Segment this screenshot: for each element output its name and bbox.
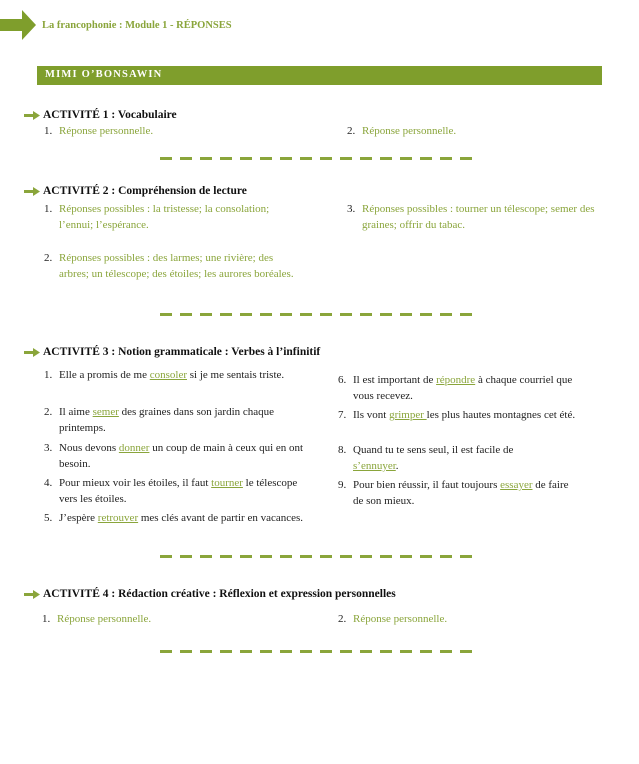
- arrow-bullet-icon: [24, 111, 40, 120]
- list-item: 5. J’espère retrouver mes clés avant de partir en vacances.: [44, 512, 304, 524]
- list-item: 9. Pour bien réussir, il faut toujours essayer de faire de son mieux.: [338, 479, 569, 507]
- section-divider: [160, 555, 480, 558]
- list-item: 1. Réponses possibles : la tristesse; la consolation; l’ennui; l’espérance.: [44, 203, 270, 231]
- header-arrow-icon: [0, 10, 36, 40]
- list-item: 1. Elle a promis de me consoler si je me sentais triste.: [44, 369, 285, 381]
- list-item: 4. Pour mieux voir les étoiles, il faut tourner le télescope vers les étoiles.: [44, 477, 298, 505]
- list-item: 2. Réponses possibles : des larmes; une rivière; des arbres; un télescope; des étoiles; les aurores boréales.: [44, 252, 294, 280]
- banner-label: MIMI O’BONSAWIN: [45, 69, 163, 80]
- list-item: 3. Nous devons donner un coup de main à ceux qui en ont besoin.: [44, 442, 304, 470]
- section-divider: [160, 313, 480, 316]
- section-divider: [160, 650, 480, 653]
- arrow-bullet-icon: [24, 348, 40, 357]
- list-item: 1. Réponse personnelle.: [44, 125, 154, 137]
- activity-3-title: ACTIVITÉ 3 : Notion grammaticale : Verbes à l’infinitif: [24, 346, 320, 358]
- list-item: 8. Quand tu te sens seul, il est facile de s’ennuyer.: [338, 444, 514, 472]
- activity-4-title: ACTIVITÉ 4 : Rédaction créative : Réflexion et expression personnelles: [24, 588, 396, 600]
- list-item: 2. Réponse personnelle.: [338, 613, 448, 625]
- list-item: 3. Réponses possibles : tourner un télescope; semer des graines; offrir du tabac.: [347, 203, 595, 231]
- activity-1-title: ACTIVITÉ 1 : Vocabulaire: [24, 109, 177, 121]
- list-item: 7. Ils vont grimper les plus hautes montagnes cet été.: [338, 409, 576, 421]
- list-item: 2. Il aime semer des graines dans son jardin chaque printemps.: [44, 406, 275, 434]
- list-item: 1. Réponse personnelle.: [42, 613, 152, 625]
- page-title: La francophonie : Module 1 - RÉPONSES: [42, 20, 232, 31]
- arrow-bullet-icon: [24, 590, 40, 599]
- section-divider: [160, 157, 480, 160]
- arrow-bullet-icon: [24, 187, 40, 196]
- list-item: 2. Réponse personnelle.: [347, 125, 457, 137]
- list-item: 6. Il est important de répondre à chaque courriel que vous recevez.: [338, 374, 573, 402]
- activity-2-title: ACTIVITÉ 2 : Compréhension de lecture: [24, 185, 247, 197]
- name-banner: [37, 66, 602, 85]
